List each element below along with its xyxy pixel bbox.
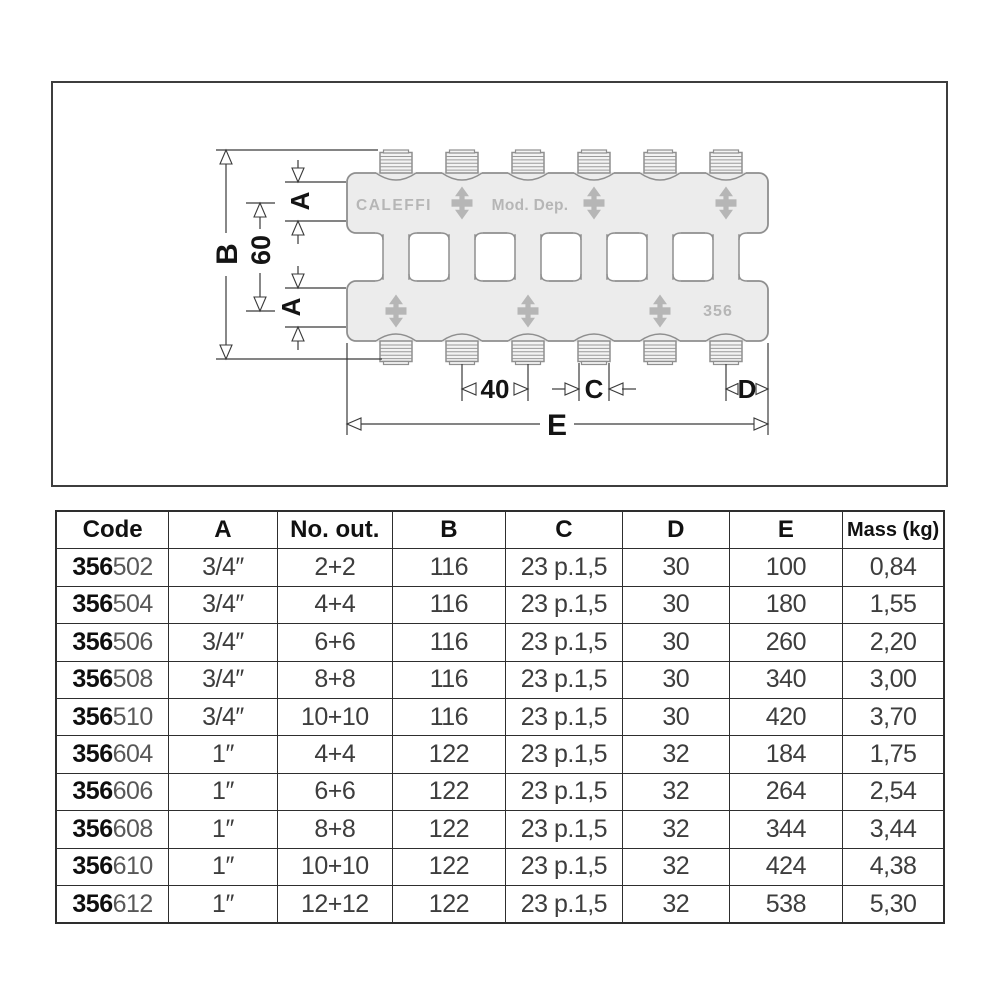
cell-b: 122 <box>393 848 506 885</box>
technical-drawing-panel <box>51 81 948 487</box>
col-header-d: D <box>623 511 730 549</box>
code-prefix: 356 <box>72 889 113 918</box>
cell-d: 30 <box>623 624 730 661</box>
cell-a: 1″ <box>169 848 277 885</box>
dim-label-end-offset: D <box>737 374 757 404</box>
code-prefix: 356 <box>72 777 113 806</box>
cell-code <box>56 773 169 810</box>
cell-e: 340 <box>729 661 843 698</box>
table-row <box>56 698 944 735</box>
code-prefix: 356 <box>72 590 113 619</box>
cell-b: 116 <box>393 586 506 623</box>
cell-mass: 5,30 <box>843 885 944 923</box>
cell-d: 30 <box>623 698 730 735</box>
cell-code <box>56 698 169 735</box>
cell-a: 1″ <box>169 885 277 923</box>
col-header-no_out: No. out. <box>277 511 392 549</box>
cell-c: 23 p.1,5 <box>505 624 622 661</box>
table-row <box>56 773 944 810</box>
code-suffix: 604 <box>112 740 153 769</box>
code-prefix: 356 <box>72 627 113 656</box>
table-row <box>56 661 944 698</box>
cell-mass: 1,75 <box>843 736 944 773</box>
cell-e: 100 <box>729 549 843 586</box>
code-suffix: 606 <box>112 777 153 806</box>
code-suffix: 610 <box>112 852 153 881</box>
table-row <box>56 736 944 773</box>
cell-e: 538 <box>729 885 843 923</box>
dim-label-bar-spacing: 60 <box>246 234 276 266</box>
cell-code <box>56 549 169 586</box>
cell-d: 32 <box>623 811 730 848</box>
table-row <box>56 624 944 661</box>
cell-mass: 2,54 <box>843 773 944 810</box>
cell-e: 184 <box>729 736 843 773</box>
cell-c: 23 p.1,5 <box>505 698 622 735</box>
cell-no_out: 4+4 <box>277 736 392 773</box>
cell-mass: 3,44 <box>843 811 944 848</box>
code-suffix: 510 <box>112 702 153 731</box>
cell-a: 3/4″ <box>169 698 277 735</box>
col-header-mass: Mass (kg) <box>843 511 944 549</box>
dim-label-outlet-pitch: 40 <box>480 374 510 404</box>
code-prefix: 356 <box>72 740 113 769</box>
code-suffix: 504 <box>112 590 153 619</box>
code-prefix: 356 <box>72 553 113 582</box>
dim-label-outlet-size-bottom: A <box>276 297 306 317</box>
brand-marking: CALEFFI <box>356 197 432 214</box>
cell-d: 30 <box>623 549 730 586</box>
cell-a: 3/4″ <box>169 549 277 586</box>
cell-no_out: 2+2 <box>277 549 392 586</box>
cell-code <box>56 736 169 773</box>
col-header-code: Code <box>56 511 169 549</box>
dim-label-outlet-size-top: A <box>285 191 315 211</box>
cell-code <box>56 661 169 698</box>
cell-c: 23 p.1,5 <box>505 586 622 623</box>
cell-d: 30 <box>623 586 730 623</box>
cell-b: 116 <box>393 624 506 661</box>
cell-d: 32 <box>623 773 730 810</box>
cell-code <box>56 848 169 885</box>
cell-b: 122 <box>393 885 506 923</box>
cell-code <box>56 586 169 623</box>
cell-no_out: 12+12 <box>277 885 392 923</box>
cell-e: 260 <box>729 624 843 661</box>
cell-mass: 1,55 <box>843 586 944 623</box>
cell-a: 1″ <box>169 736 277 773</box>
dim-label-overall-length: E <box>546 409 568 442</box>
code-suffix: 612 <box>112 889 153 918</box>
dimensions-table <box>55 510 945 924</box>
col-header-b: B <box>393 511 506 549</box>
cell-no_out: 4+4 <box>277 586 392 623</box>
cell-d: 32 <box>623 885 730 923</box>
cell-b: 116 <box>393 698 506 735</box>
cell-c: 23 p.1,5 <box>505 549 622 586</box>
code-suffix: 502 <box>112 553 153 582</box>
cell-c: 23 p.1,5 <box>505 848 622 885</box>
cell-c: 23 p.1,5 <box>505 661 622 698</box>
table-body <box>56 549 944 923</box>
table-row <box>56 549 944 586</box>
cell-d: 32 <box>623 848 730 885</box>
cell-c: 23 p.1,5 <box>505 885 622 923</box>
code-prefix: 356 <box>72 814 113 843</box>
cell-e: 420 <box>729 698 843 735</box>
manifold-diagram <box>53 83 946 485</box>
cell-c: 23 p.1,5 <box>505 773 622 810</box>
cell-no_out: 10+10 <box>277 848 392 885</box>
code-suffix: 608 <box>112 814 153 843</box>
cell-e: 424 <box>729 848 843 885</box>
cell-mass: 0,84 <box>843 549 944 586</box>
table-row <box>56 885 944 923</box>
code-prefix: 356 <box>72 665 113 694</box>
cell-a: 3/4″ <box>169 586 277 623</box>
cell-no_out: 6+6 <box>277 624 392 661</box>
cell-a: 1″ <box>169 773 277 810</box>
col-header-a: A <box>169 511 277 549</box>
cell-no_out: 8+8 <box>277 811 392 848</box>
code-prefix: 356 <box>72 702 113 731</box>
cell-c: 23 p.1,5 <box>505 736 622 773</box>
cell-a: 1″ <box>169 811 277 848</box>
cell-d: 30 <box>623 661 730 698</box>
table-row <box>56 586 944 623</box>
series-marking: 356 <box>703 303 733 320</box>
cell-e: 180 <box>729 586 843 623</box>
cell-b: 122 <box>393 773 506 810</box>
cell-mass: 3,70 <box>843 698 944 735</box>
cell-d: 32 <box>623 736 730 773</box>
cell-code <box>56 624 169 661</box>
cell-no_out: 6+6 <box>277 773 392 810</box>
cell-no_out: 10+10 <box>277 698 392 735</box>
cell-c: 23 p.1,5 <box>505 811 622 848</box>
dim-label-thread-dim: C <box>584 374 604 404</box>
cell-mass: 4,38 <box>843 848 944 885</box>
cell-mass: 2,20 <box>843 624 944 661</box>
cell-b: 122 <box>393 811 506 848</box>
code-suffix: 508 <box>112 665 153 694</box>
col-header-c: C <box>505 511 622 549</box>
cell-b: 116 <box>393 661 506 698</box>
code-suffix: 506 <box>112 627 153 656</box>
dim-label-overall-height: B <box>211 243 244 265</box>
cell-e: 344 <box>729 811 843 848</box>
cell-code <box>56 811 169 848</box>
cell-no_out: 8+8 <box>277 661 392 698</box>
cell-code <box>56 885 169 923</box>
cell-a: 3/4″ <box>169 661 277 698</box>
table-row <box>56 811 944 848</box>
cell-b: 116 <box>393 549 506 586</box>
cell-mass: 3,00 <box>843 661 944 698</box>
col-header-e: E <box>729 511 843 549</box>
code-prefix: 356 <box>72 852 113 881</box>
cell-a: 3/4″ <box>169 624 277 661</box>
table-header-row <box>56 511 944 549</box>
table-row <box>56 848 944 885</box>
model-marking: Mod. Dep. <box>491 197 569 214</box>
cell-e: 264 <box>729 773 843 810</box>
cell-b: 122 <box>393 736 506 773</box>
